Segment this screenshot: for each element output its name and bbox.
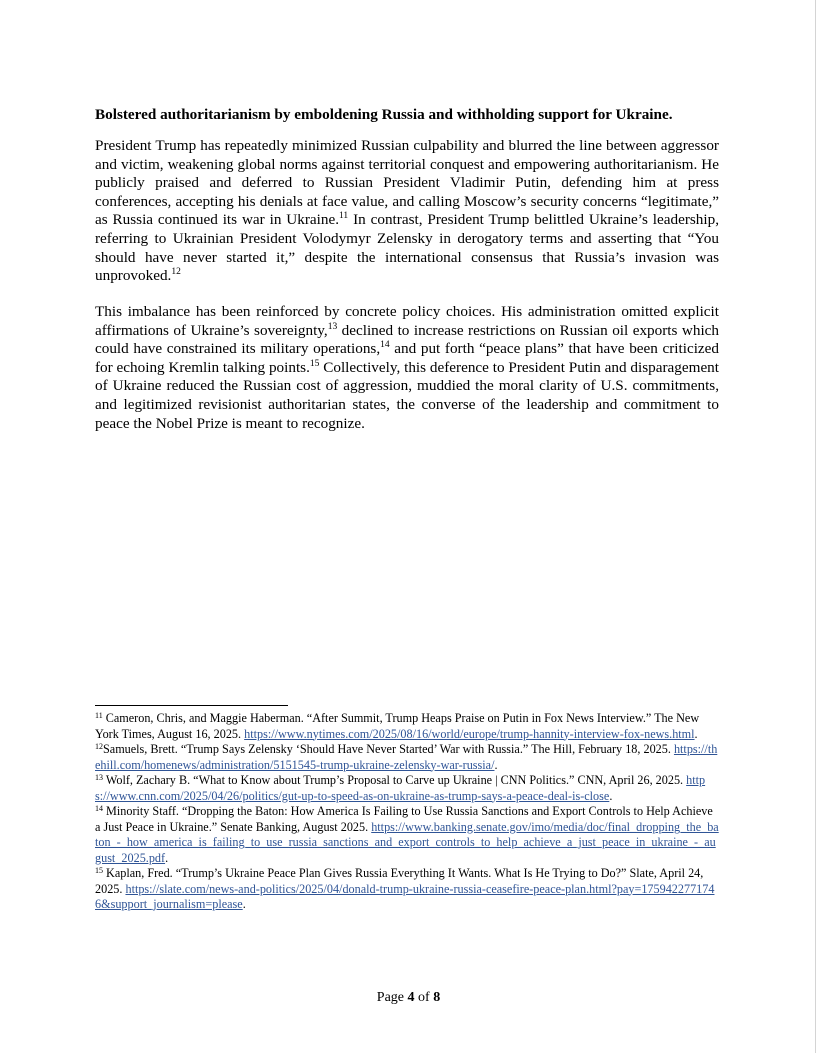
- paragraph-2: [95, 303, 719, 433]
- footnote-ref-12[interactable]: 12: [171, 267, 181, 278]
- footnote-ref-14[interactable]: 14: [380, 340, 390, 351]
- paragraph-2-text-b: declined to increase restrictions on Russian oil exports which could have constrained its military operations,: [95, 321, 719, 358]
- footnote-tail: .: [494, 757, 498, 772]
- footnote-tail: .: [609, 788, 613, 803]
- footnote-13: [95, 773, 719, 804]
- page-number: [0, 990, 817, 1006]
- page-current: 4: [407, 990, 415, 1005]
- footnote-tail: .: [165, 850, 169, 865]
- footnote-link[interactable]: https://slate.com/news-and-politics/2025/04/donald-trump-ukraine-russia-ceasefire-peace-plan.html?pay=1759422771746&support_journalism=please: [95, 881, 715, 911]
- footnote-link[interactable]: https://www.banking.senate.gov/imo/media/doc/final_dropping_the_baton_-_how_america_is_failing_to_use_russia_sanctions_and_export_controls_to_help_achieve_a_just_peace_in_ukraine_-_august_2025.pdf: [95, 819, 719, 865]
- paragraph-1-text-b: In contrast, President Trump belittled Ukraine’s leadership, referring to Ukrainian President Volodymyr Zelensky in derogatory terms and asserting that “You should have never started it,” despite the international consensus that Russia’s invasion was unprovoked.: [95, 211, 720, 285]
- footnote-separator: [95, 705, 288, 706]
- paragraph-1: [95, 137, 719, 286]
- footnote-15: [95, 866, 719, 913]
- footnote-ref-13[interactable]: 13: [327, 321, 338, 332]
- footnote-link[interactable]: https://thehill.com/homenews/administration/5151545-trump-ukraine-zelensky-war-russia/: [95, 742, 718, 772]
- footnote-text: Kaplan, Fred. “Trump’s Ukraine Peace Plan Gives Russia Everything It Wants. What Is He Trying to Do?” Slate, April 24, 2025.: [95, 866, 704, 896]
- footnote-text: Samuels, Brett. “Trump Says Zelensky ‘Should Have Never Started’ War with Russia.” The Hill, February 18, 2025.: [103, 742, 674, 756]
- footnote-tail: .: [242, 897, 246, 911]
- paragraph-2-text-a: This imbalance has been reinforced by concrete policy choices. His administration omitted explicit affirmations of Ukraine’s sovereignty,: [95, 303, 719, 339]
- footnote-text: Cameron, Chris, and Maggie Haberman. “After Summit, Trump Heaps Praise on Putin in Fox News Interview.” The New York Times, August 16, 2025.: [95, 711, 700, 741]
- footnote-number: 14: [95, 804, 103, 813]
- footnote-11: [95, 711, 719, 742]
- page-label: Page: [376, 990, 405, 1005]
- footnote-number: 13: [95, 773, 103, 782]
- footnote-14: [95, 804, 719, 866]
- section-heading: Bolstered authoritarianism by emboldening Russia and withholding support for Ukraine.: [95, 106, 673, 123]
- paragraph-2-text-d: Collectively, this deference to President Putin and disparagement of Ukraine reduced the Russian cost of aggression, muddied the moral clarity of U.S. commitments, and legitimized revisionist authoritarian states, the converse of the leadership and commitment to peace the Nobel Prize is meant to recognize.: [95, 358, 719, 432]
- footnote-number: 15: [95, 866, 103, 875]
- footnote-12: [95, 742, 719, 773]
- page-of: of: [418, 990, 430, 1005]
- footnote-link[interactable]: https://www.nytimes.com/2025/08/16/world/europe/trump-hannity-interview-fox-news.html: [244, 726, 695, 741]
- paragraph-2-text-c: and put forth “peace plans” that have been criticized for echoing Kremlin talking points.: [95, 340, 719, 376]
- footnote-text: Wolf, Zachary B. “What to Know about Trump’s Proposal to Carve up Ukraine | CNN Politics.” CNN, April 26, 2025.: [103, 773, 687, 787]
- footnote-tail: .: [694, 726, 698, 741]
- footnote-ref-15[interactable]: 15: [309, 358, 320, 369]
- footnotes: [95, 711, 719, 913]
- footnote-number: 11: [95, 711, 103, 720]
- page-total: 8: [433, 990, 441, 1005]
- footnote-link[interactable]: https://www.cnn.com/2025/04/26/politics/gut-up-to-speed-as-on-ukraine-as-trump-says-a-peace-deal-is-close: [95, 773, 706, 803]
- footnote-number: 12: [95, 742, 103, 751]
- footnote-text: Minority Staff. “Dropping the Baton: How America Is Failing to Use Russia Sanctions and Export Controls to Help Achieve a Just Peace in Ukraine.” Senate Banking, August 2025.: [95, 804, 713, 834]
- footnote-ref-11[interactable]: 11: [339, 211, 349, 222]
- page-edge-divider: [815, 0, 816, 1053]
- paragraph-1-text-a: President Trump has repeatedly minimized Russian culpability and blurred the line between aggressor and victim, weakening global norms against territorial conquest and empowering authoritarianism. He publicly praised and deferred to Russian President Vladimir Putin, defending him at press conferences, accepting his denials at face value, and calling Moscow’s security concerns “legitimate,” as Russia continued its war in Ukraine.: [95, 137, 719, 229]
